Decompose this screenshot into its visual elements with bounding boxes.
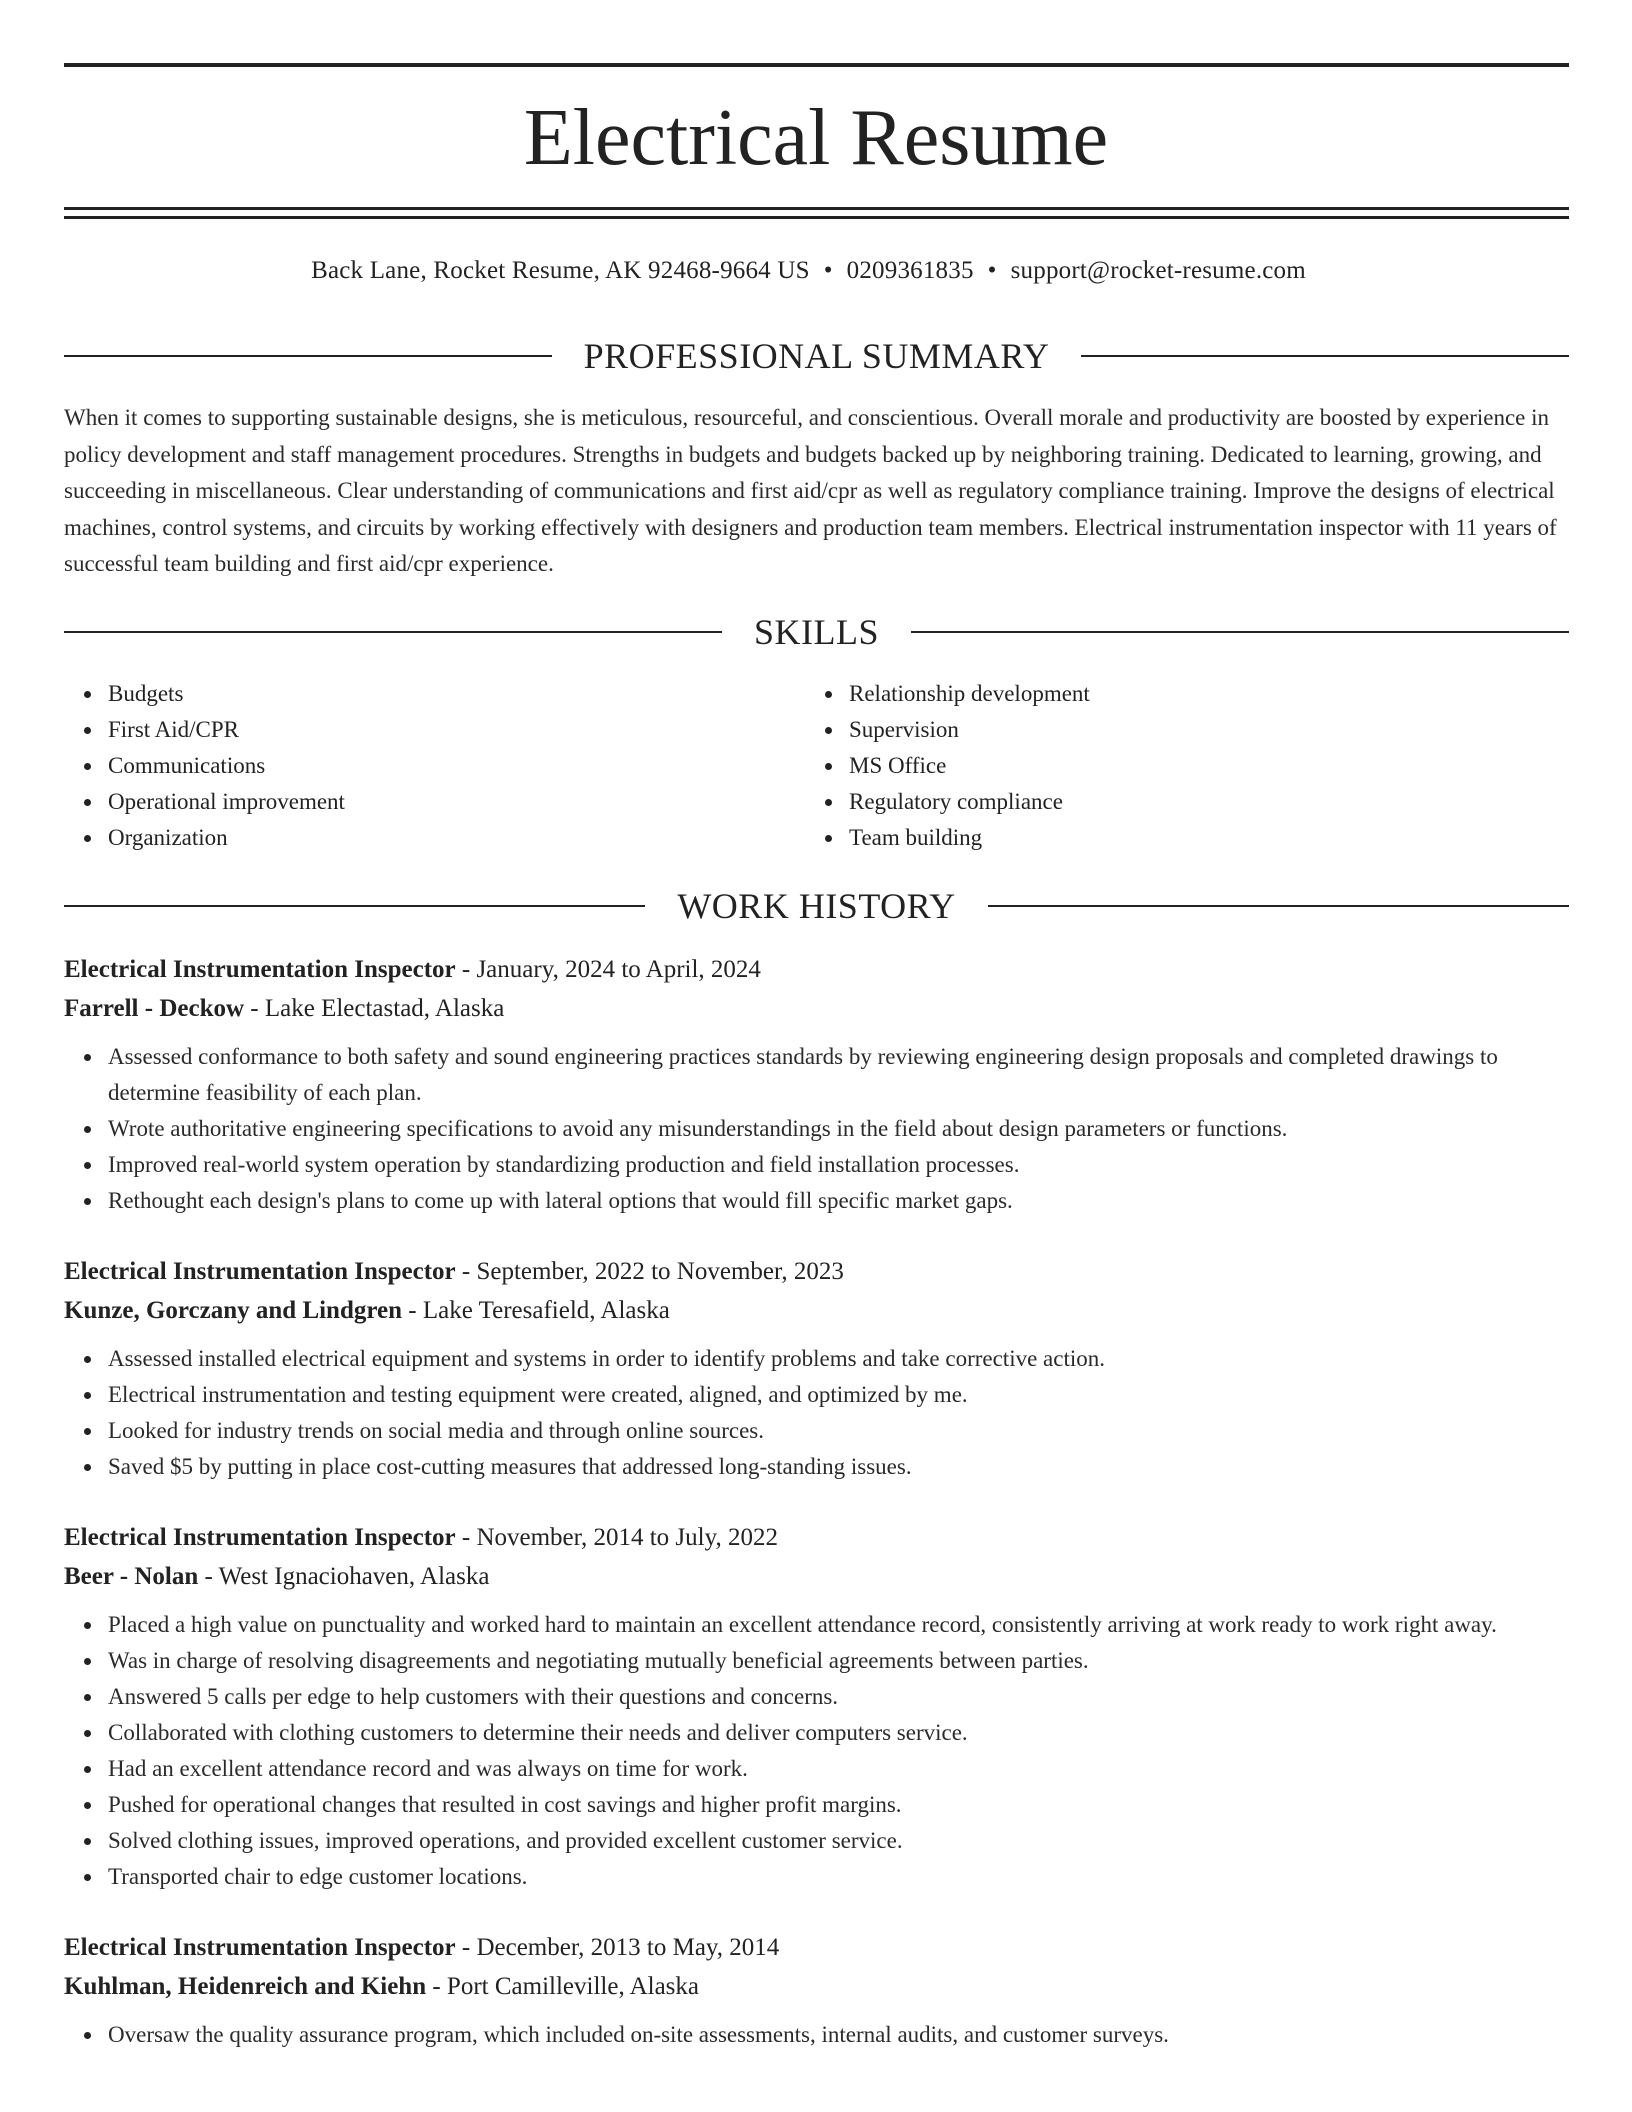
company-location: - Lake Electastad, Alaska [244, 995, 505, 1022]
work-history-list [64, 950, 1569, 2086]
job-bullet: Wrote authoritative engineering specifications to avoid any misunderstandings in the field about design parameters or functions. [108, 1111, 1569, 1147]
job-bullet: Pushed for operational changes that resulted in cost savings and higher profit margins. [108, 1787, 1569, 1823]
summary-heading [64, 334, 1569, 378]
heading-rule-right [988, 905, 1569, 907]
job-title-line [64, 1928, 1569, 1967]
job-bullet: Was in charge of resolving disagreements and negotiating mutually beneficial agreements between parties. [108, 1643, 1569, 1679]
job-bullet: Assessed installed electrical equipment and systems in order to identify problems and take corrective action. [108, 1341, 1569, 1377]
job-bullet: Assessed conformance to both safety and sound engineering practices standards by reviewing engineering design proposals and completed drawings to determine feasibility of each plan. [108, 1039, 1569, 1111]
job-company-line [64, 989, 1569, 1028]
company-name: Farrell - Deckow [64, 995, 245, 1022]
job-bullet: Collaborated with clothing customers to determine their needs and deliver computers service. [108, 1715, 1569, 1751]
heading-rule-left [64, 631, 722, 633]
job-entry [64, 950, 1569, 1219]
skill-item: Regulatory compliance [849, 784, 1546, 820]
skill-item: Communications [108, 748, 805, 784]
job-entry [64, 1252, 1569, 1485]
job-bullet: Had an excellent attendance record and was always on time for work. [108, 1751, 1569, 1787]
company-name: Kunze, Gorczany and Lindgren [64, 1297, 403, 1324]
job-company-line [64, 1967, 1569, 2006]
company-location: - Lake Teresafield, Alaska [402, 1297, 670, 1324]
job-bullet: Transported chair to edge customer locations. [108, 1859, 1569, 1895]
job-title-line [64, 1252, 1569, 1291]
skills-heading-label: SKILLS [754, 612, 880, 652]
summary-text: When it comes to supporting sustainable designs, she is meticulous, resourceful, and conscientious. Overall morale and productivity are boosted by experience in policy development and staff management procedures. Strengths in budgets and budgets backed up by neighboring training. Dedicated to learning, growing, and succeeding in miscellaneous. Clear understanding of communications and first aid/cpr as well as regulatory compliance training. Improve the designs of electrical machines, control systems, and circuits by working effectively with designers and production team members. Electrical instrumentation inspector with 11 years of successful team building and first aid/cpr experience. [64, 405, 1557, 576]
skills-heading [64, 610, 1569, 654]
skills-column-right [805, 676, 1546, 856]
job-bullet: Placed a high value on punctuality and worked hard to maintain an excellent attendance record, consistently arriving at work ready to work right away. [108, 1607, 1569, 1643]
job-bullet: Answered 5 calls per edge to help customers with their questions and concerns. [108, 1679, 1569, 1715]
skill-item: Operational improvement [108, 784, 805, 820]
skill-item: Organization [108, 820, 805, 856]
skill-item: Budgets [108, 676, 805, 712]
summary-heading-label: PROFESSIONAL SUMMARY [583, 336, 1050, 376]
skill-item: Supervision [849, 712, 1546, 748]
job-dates: - December, 2013 to May, 2014 [455, 1934, 780, 1961]
job-dates: - November, 2014 to July, 2022 [455, 1524, 778, 1551]
work-history-heading [64, 884, 1569, 928]
skill-item: First Aid/CPR [108, 712, 805, 748]
contact-phone: 0209361835 [846, 257, 974, 284]
job-title: Electrical Instrumentation Inspector [64, 1524, 456, 1551]
skill-item: Relationship development [849, 676, 1546, 712]
heading-rule-right [911, 631, 1569, 633]
job-title-line [64, 1518, 1569, 1557]
header-double-rule-lower [64, 216, 1569, 219]
job-dates: - January, 2024 to April, 2024 [455, 956, 761, 983]
job-bullet: Saved $5 by putting in place cost-cutting measures that addressed long-standing issues. [108, 1449, 1569, 1485]
heading-rule-left [64, 355, 552, 357]
job-bullet: Rethought each design's plans to come up with lateral options that would fill specific market gaps. [108, 1183, 1569, 1219]
job-bullet: Oversaw the quality assurance program, which included on-site assessments, internal audits, and customer surveys. [108, 2017, 1569, 2053]
job-bullets [64, 2017, 1569, 2053]
heading-rule-right [1081, 355, 1569, 357]
contact-separator: • [987, 257, 997, 284]
job-title: Electrical Instrumentation Inspector [64, 956, 456, 983]
job-company-line [64, 1291, 1569, 1330]
company-location: - West Ignaciohaven, Alaska [198, 1563, 490, 1590]
header-top-rule [64, 63, 1569, 67]
job-title: Electrical Instrumentation Inspector [64, 1934, 456, 1961]
header-double-rule-upper [64, 207, 1569, 210]
contact-address: Back Lane, Rocket Resume, AK 92468-9664 US [311, 257, 810, 284]
job-bullet: Looked for industry trends on social media and through online sources. [108, 1413, 1569, 1449]
contact-line [0, 253, 1617, 289]
contact-email[interactable]: support@rocket-resume.com [1010, 257, 1306, 284]
company-name: Beer - Nolan [64, 1563, 199, 1590]
skill-item: MS Office [849, 748, 1546, 784]
job-bullets [64, 1341, 1569, 1485]
job-bullets [64, 1607, 1569, 1895]
resume-title: Electrical Resume [523, 94, 1109, 182]
company-name: Kuhlman, Heidenreich and Kiehn [64, 1973, 427, 2000]
contact-separator: • [823, 257, 833, 284]
job-entry [64, 1518, 1569, 1895]
job-bullets [64, 1039, 1569, 1219]
job-bullet: Electrical instrumentation and testing equipment were created, aligned, and optimized by me. [108, 1377, 1569, 1413]
work-history-heading-label: WORK HISTORY [677, 886, 956, 926]
job-title-line [64, 950, 1569, 989]
skills-list [64, 676, 1569, 856]
heading-rule-left [64, 905, 645, 907]
job-company-line [64, 1557, 1569, 1596]
skills-column-left [64, 676, 805, 856]
skill-item: Team building [849, 820, 1546, 856]
job-title: Electrical Instrumentation Inspector [64, 1258, 456, 1285]
company-location: - Port Camilleville, Alaska [426, 1973, 699, 2000]
job-dates: - September, 2022 to November, 2023 [455, 1258, 844, 1285]
job-bullet: Improved real-world system operation by standardizing production and field installation processes. [108, 1147, 1569, 1183]
job-entry [64, 1928, 1569, 2053]
job-bullet: Solved clothing issues, improved operations, and provided excellent customer service. [108, 1823, 1569, 1859]
